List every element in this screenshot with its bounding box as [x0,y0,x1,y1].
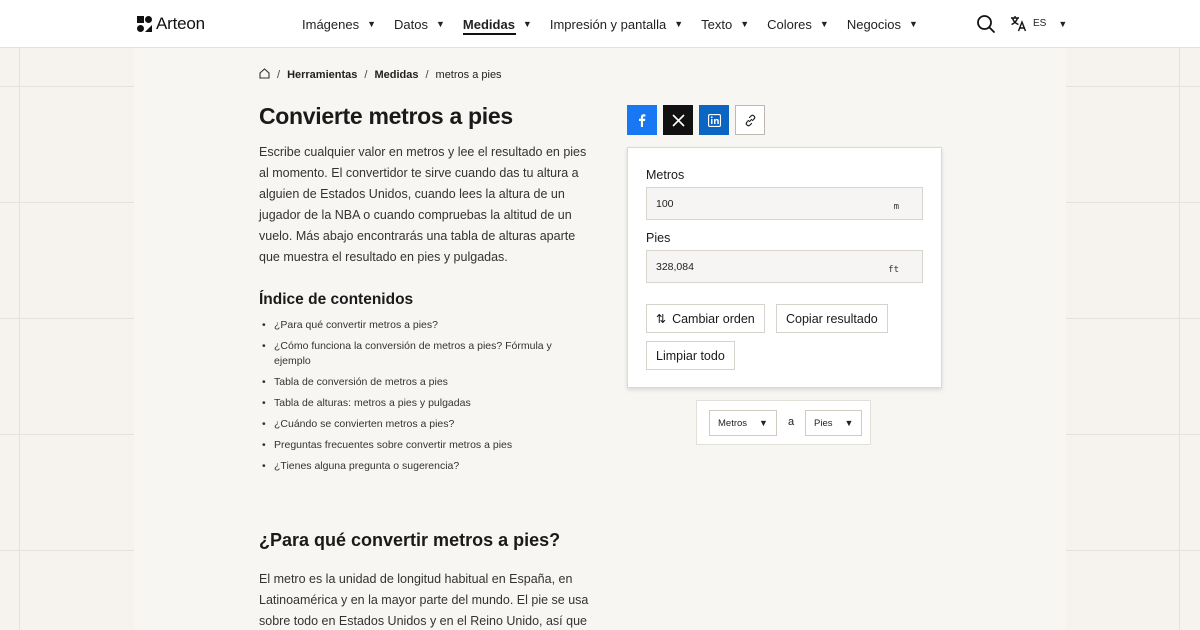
home-link[interactable] [259,68,270,82]
breadcrumb-medidas[interactable]: Medidas [374,69,419,81]
to-unit-select[interactable] [805,410,862,436]
toc-link[interactable]: • Tabla de alturas: metros a pies y pulgadas [259,396,589,411]
breadcrumb-current: metros a pies [435,69,502,81]
nav-item-imagenes[interactable] [302,0,376,48]
toc-link[interactable]: • ¿Tienes alguna pregunta o sugerencia? [259,459,589,474]
copy-link-button[interactable] [735,105,765,135]
share-buttons [627,105,765,135]
nav-label: Medidas [462,16,515,32]
from-unit-select[interactable] [709,410,777,436]
copy-result-button[interactable] [776,304,888,333]
clear-all-label: Limpiar todo [656,348,725,363]
page-title: Convierte metros a pies [259,103,513,129]
logo-icon [137,16,152,32]
to-unit-value: Pies [814,417,833,429]
toc-link[interactable]: • ¿Cuándo se convierten metros a pies? [259,417,589,432]
breadcrumb-separator: / [364,69,368,81]
caret-down-icon: ▼ [759,418,768,428]
copy-result-label: Copiar resultado [786,311,878,326]
breadcrumb-separator: / [277,69,281,81]
logo-text: Arteon [156,14,205,33]
home-icon [259,68,270,79]
nav-item-texto[interactable] [701,0,749,48]
swap-order-button[interactable] [646,304,765,333]
caret-down-icon: ▼ [674,19,684,29]
share-x-button[interactable] [663,105,693,135]
site-header [0,0,1200,48]
clear-all-button[interactable] [646,341,735,370]
toc-link[interactable]: • Preguntas frecuentes sobre convertir metros a pies [259,438,589,453]
unit-connector: a [788,416,795,428]
section-title: ¿Para qué convertir metros a pies? [259,530,561,550]
unit-selector-bar [696,400,871,445]
swap-order-label: Cambiar orden [672,311,755,326]
language-code: ES [1033,18,1047,29]
caret-down-icon: ▼ [740,19,750,29]
feet-unit: ft [888,265,899,275]
nav-label: Imágenes [302,16,360,32]
toc-link[interactable]: • Tabla de conversión de metros a pies [259,375,589,390]
linkedin-icon [708,114,721,127]
caret-down-icon: ▼ [819,19,829,29]
nav-label: Colores [767,16,812,32]
feet-input[interactable] [646,250,923,283]
caret-down-icon: ▼ [909,19,918,29]
toc-link[interactable]: • ¿Cómo funciona la conversión de metros a pies? Fórmula y ejemplo [259,339,559,369]
nav-item-medidas[interactable] [463,0,532,48]
from-unit-value: Metros [718,417,748,429]
translate-icon [1010,15,1027,32]
caret-down-icon: ▼ [844,418,854,428]
x-icon [672,114,685,127]
share-linkedin-button[interactable] [699,105,729,135]
link-icon [744,114,757,127]
intro-paragraph: Escribe cualquier valor en metros y lee el resultado en pies al momento. El convertidor te sirve cuando das tu altura a alguien de Estados Unidos, cuando lees la altura de un jugador de la NBA o cuando compruebas la altitud de un vuelo. Más abajo encontrarás una tabla de alturas aparte que muestra el resultado en pies y pulgadas. [259,145,587,264]
meters-input[interactable] [646,187,923,220]
logo[interactable] [137,14,205,34]
converter-card [627,147,942,388]
from-field-label: Metros [646,168,685,182]
nav-item-colores[interactable] [767,0,829,48]
nav-label: Impresión y pantalla [549,16,667,32]
nav-item-negocios[interactable] [847,0,918,48]
main-nav [302,0,936,48]
table-of-contents [259,318,589,480]
nav-label: Texto [701,16,733,32]
nav-label: Negocios [846,16,902,32]
meters-unit: m [893,202,899,212]
nav-item-datos[interactable] [394,0,445,48]
facebook-icon [635,113,649,127]
breadcrumb-separator: / [425,69,429,81]
nav-item-impresion[interactable] [550,0,683,48]
search-icon [976,14,996,34]
language-selector[interactable] [1010,15,1067,32]
caret-down-icon: ▼ [435,19,445,29]
meters-value: 100 [656,198,674,210]
search-button[interactable] [976,14,996,34]
caret-down-icon: ▼ [1058,18,1068,29]
toc-link[interactable]: • ¿Para qué convertir metros a pies? [259,318,589,333]
section-paragraph: El metro es la unidad de longitud habitual en España, en Latinoamérica y en la mayor parte del mundo. El pie se usa sobre todo en Estados Unidos y en el Reino Unido, así que [259,572,589,628]
swap-icon: ⇅ [656,311,667,326]
to-field-label: Pies [646,231,671,245]
breadcrumb [259,68,502,82]
share-facebook-button[interactable] [627,105,657,135]
breadcrumb-herramientas[interactable]: Herramientas [287,69,358,81]
feet-value: 328,084 [656,261,694,273]
toc-title: Índice de contenidos [259,291,414,308]
caret-down-icon: ▼ [367,19,377,29]
nav-label: Datos [394,16,428,32]
caret-down-icon: ▼ [522,19,532,29]
